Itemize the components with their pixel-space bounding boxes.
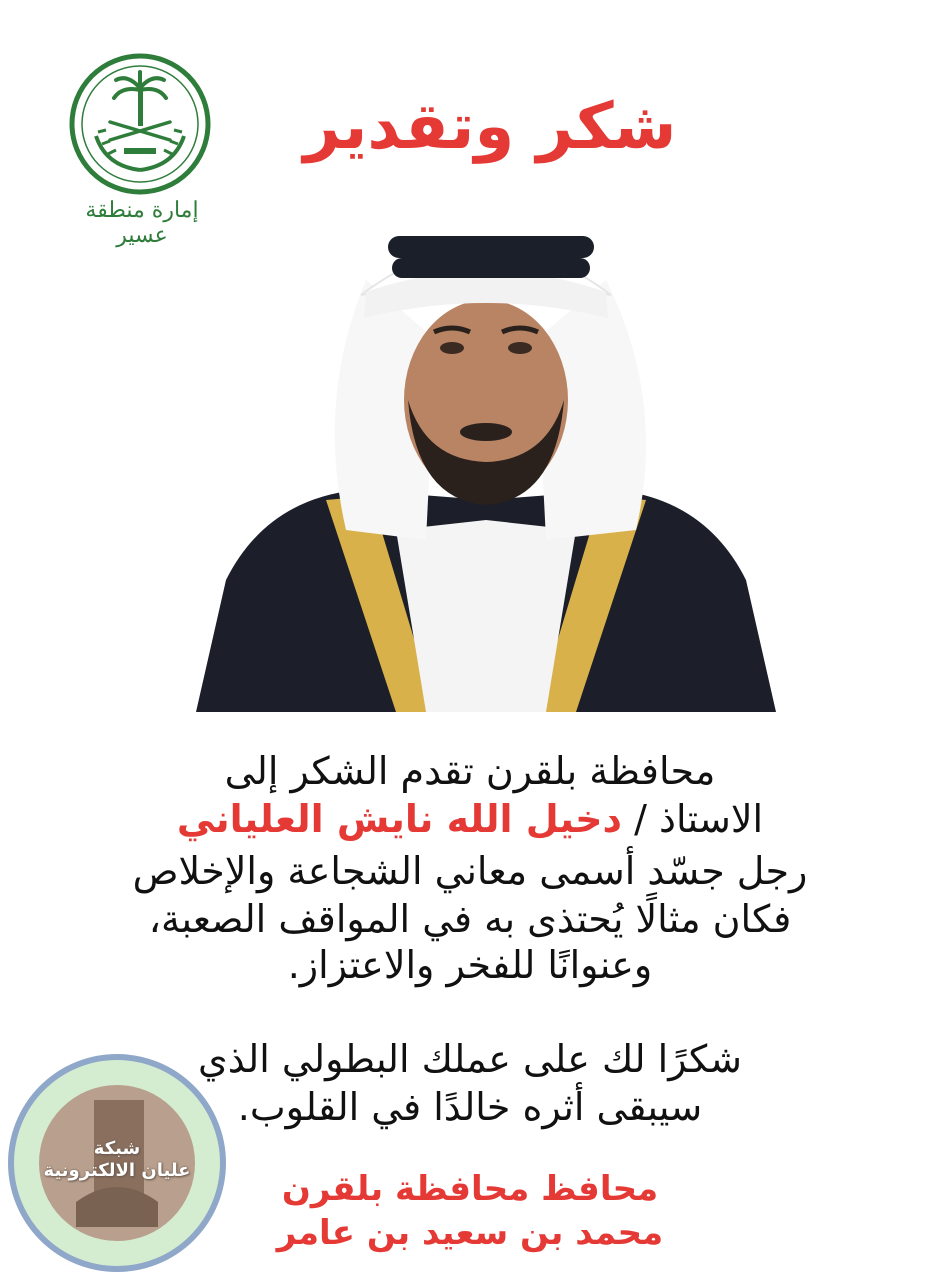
honoree-name: دخيل الله نايش العلياني — [176, 797, 623, 841]
watermark-text-2: عليان الالكترونية — [43, 1160, 191, 1181]
honoree-prefix: الاستاذ / — [634, 797, 764, 841]
message-line-3: رجل جسّد أسمى معاني الشجاعة والإخلاص — [132, 849, 808, 893]
page-title: شكر وتقدير — [303, 90, 677, 164]
message-line-7: سيبقى أثره خالدًا في القلوب. — [237, 1085, 703, 1129]
message-line-6: شكرًا لك على عملك البطولي الذي — [197, 1037, 742, 1081]
honoree-line — [60, 797, 880, 841]
message-line-5: وعنوانًا للفخر والاعتزاز. — [287, 943, 653, 987]
emblem-logo — [68, 52, 213, 197]
watermark-text-1: شبكة — [93, 1138, 141, 1159]
message-line-4: فكان مثالًا يُحتذى به في المواقف الصعبة، — [148, 897, 792, 941]
portrait-image — [196, 200, 776, 712]
signature-name: محمد بن سعيد بن عامر — [276, 1213, 664, 1253]
intro-line: محافظة بلقرن تقدم الشكر إلى — [224, 749, 716, 793]
emblem-caption: إمارة منطقة عسير — [85, 198, 199, 248]
signature-title: محافظ محافظة بلقرن — [281, 1169, 659, 1209]
